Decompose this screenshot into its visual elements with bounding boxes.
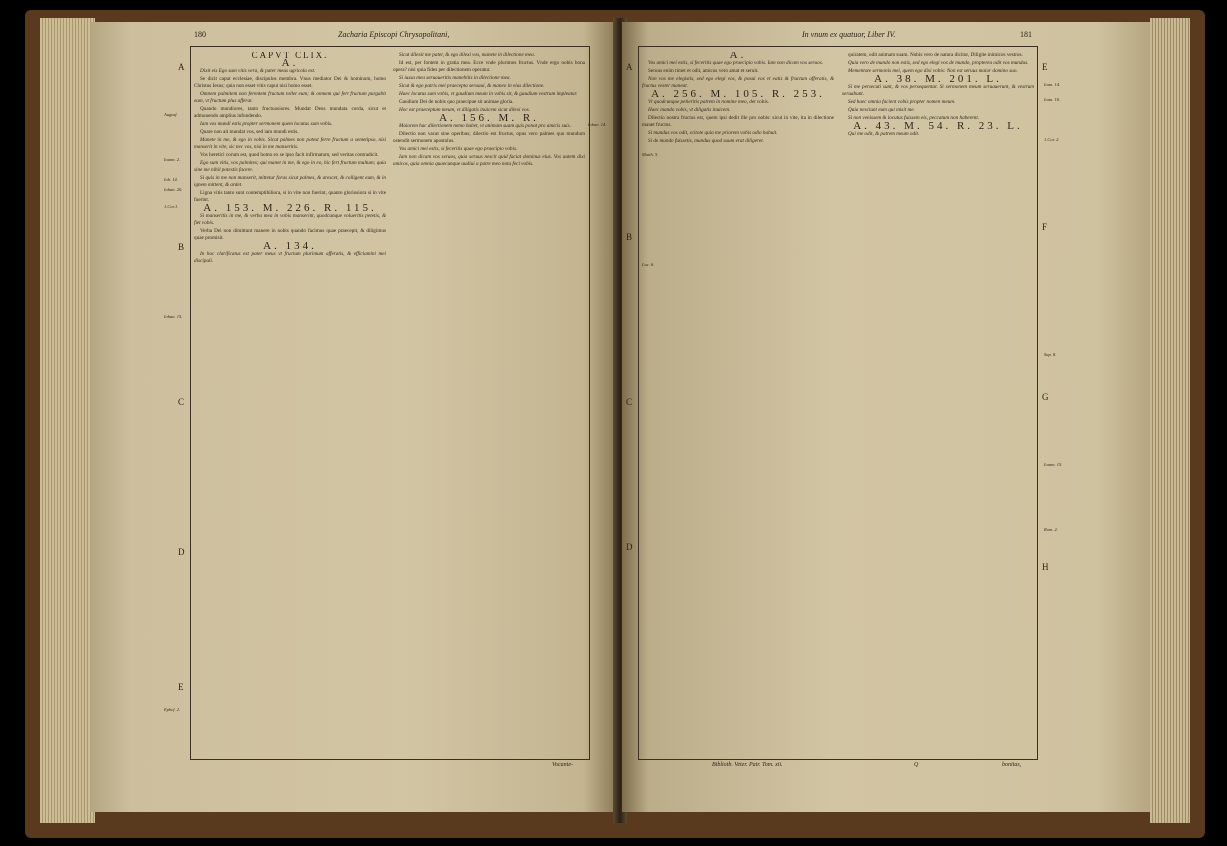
paragraph: Sed haec omnia facient vobis propter nomen meum. [848, 99, 956, 105]
paragraph: Maiorem hac dilectionem nemo habet, vt animam suam quis ponat pro amicis suis. [399, 123, 571, 129]
right-running-head: In vnum ex quatuor, Liber IV. [802, 30, 896, 39]
paragraph: Quare non ait mundat vos, sed iam mundi estis. [200, 129, 299, 135]
right-page [622, 22, 1150, 812]
paragraph: Haec mando vobis, vt diligatis inuicem. [648, 107, 731, 113]
paragraph: Si mundus vos odit, scitote quia me priorem vobis odio habuit. [648, 130, 778, 136]
right-page-number: 181 [1020, 30, 1032, 39]
margin-letter: H [1042, 562, 1049, 572]
left-column-2 [393, 52, 585, 752]
left-page-number: 180 [194, 30, 206, 39]
paragraph: Dixit eis Ego sum vitis vera, & pater meus agricola est. [200, 68, 316, 74]
right-column-1 [642, 52, 834, 752]
margin-note: Ioh. 14. [164, 177, 178, 182]
margin-note: Sap. 8. [1044, 352, 1057, 357]
margin-letter: C [178, 397, 185, 407]
margin-note: Matth. 5. [642, 152, 659, 157]
paragraph: Mementote sermonis mei, quem ego dixi vobis: Non est seruus maior domino suo. [848, 68, 1018, 74]
paragraph: Iam non dicam vos seruos, quia seruus nescit quid faciat dominus eius. Vos autem dixi amicos, quia omnia quaecunque audiui a patre meo nota feci vobis. [393, 154, 585, 167]
concordance-ref: A. 256. M. 105. R. 253. [651, 88, 825, 100]
margin-note: 1.Cor. 2. [1044, 137, 1060, 142]
margin-note: Ioann. 2. [164, 157, 181, 162]
right-page-edges [1150, 18, 1190, 823]
margin-letter: F [1042, 222, 1048, 232]
concordance-ref: A. 156. M. R. [439, 112, 539, 124]
concordance-ref: A. 43. M. 54. R. 23. L. [853, 120, 1023, 132]
margin-note: Ephef. 2. [164, 707, 181, 712]
margin-note: Augusf. [164, 112, 178, 117]
signature-mark: Q [914, 762, 919, 768]
catchword: Vocante- [552, 762, 573, 768]
paragraph: quiratem, odit animam suam. Nobis vero de natura dicitur, Diligite inimicos vestros. [848, 52, 1023, 58]
left-page-edges [40, 18, 95, 823]
margin-letter: B [626, 232, 633, 242]
margin-letter: E [1042, 62, 1048, 72]
paragraph: Si non venissem & locutus fuissem eis, peccatum non haberent. [848, 115, 980, 121]
paragraph: Dilectio nostra fructus est, quem ipsi dedit ille pro nobis: sicut in vite, ita in dilectione manet fructus. [642, 115, 834, 128]
paragraph: Sicut dilexit me pater, & ego dilexi vos, manete in dilectione mea. [399, 52, 535, 58]
concordance-ref: A. 153. M. 226. R. 115. [203, 202, 377, 214]
margin-note: Ioan. 14. [1044, 82, 1061, 87]
margin-note: Iohan. 15. [164, 314, 183, 319]
left-running-head: Zacharia Episcopi Chrysopolitani, [338, 30, 450, 39]
paragraph: Dilectio non vacat sine operibus; dilectio est fructus, opus vero palmes quo mundum ostendit sermonem apostolus. [393, 131, 585, 144]
paragraph: Si manseritis in me, & verba mea in vobis manserint, quodcunque volueritis petetis, & fiet vobis. [194, 213, 386, 226]
paragraph: Vos amici mei estis, si feceritis quae ego praecipio vobis. Iam non dicam vos seruos. [648, 60, 824, 66]
paragraph: Quia nesciunt eum qui misit me. [848, 107, 915, 113]
paragraph: Id est, per fontem in gratia mea. Ecce vnde plurimos fructus. Vnde ergo nobis bona opera? nisi quia fides per dilectionem operatur. [393, 60, 585, 73]
paragraph: Hoc est praeceptum meum, vt diligatis inuicem sicut dilexi vos. [399, 107, 530, 113]
section-signature: A. [281, 57, 299, 69]
paragraph: Si quis in me non manserit, mittetur foras sicut palmes, & arescet, & colligent eum, & in ignem mittent, & ardet. [194, 175, 386, 188]
margin-note: Luc. 6. [642, 262, 655, 267]
paragraph: Quia vero de mundo non estis, sed ego elegi vos de mundo, propterea odit vos mundus. [848, 60, 1029, 66]
paragraph: Seruus enim timet et odit, amicus vero amat et seruit. [648, 68, 759, 74]
paragraph: Ego sum vitis, vos palmites; qui manet in me, & ego in eo, hic fert fructum multum; quia sine me nihil potestis facere. [194, 160, 386, 173]
concordance-ref: A. 134. [263, 240, 317, 252]
paragraph: Vos amici mei estis, si feceritis quae ego praecipio vobis. [399, 146, 518, 152]
margin-note: Rom. 2. [1044, 527, 1058, 532]
paragraph: Gaudium Dei de nobis quo praecipue sit animae gloria. [399, 99, 514, 105]
paragraph: Se dicit caput ecclesiae, discipulos membra. Vnus mediator Dei & hominum, homo Christus Iesus; quia non esset vitis caput nisi homo esset. [194, 76, 386, 89]
paragraph: Haec locutus sum vobis, vt gaudium meum in vobis sit, & gaudium vestrum impleatur. [399, 91, 578, 97]
margin-letter: G [1042, 392, 1049, 402]
paragraph: Sicut & ego patris mei praecepta seruaui, & maneo in eius dilectione. [399, 83, 545, 89]
paragraph: Si iussa mea seruaueritis manebitis in dilectione mea. [399, 75, 511, 81]
paragraph: In hoc clarificatus est pater meus vt fructum plurimum afferatis, & efficiamini mei discipuli. [194, 251, 386, 264]
left-column-1 [194, 52, 386, 752]
paragraph: Manete in me, & ego in vobis. Sicut palmes non potest ferre fructum a semetipso, nisi manserit in vite, sic nec vos, nisi in me manseritis. [194, 137, 386, 150]
margin-note: Ioan. 16. [1044, 97, 1061, 102]
paragraph: Vt quodcunque petieritis patrem in nomine meo, det vobis. [648, 99, 770, 105]
paragraph: Verba Dei non dimittunt manere in nobis quando facimus quae praecepit, & diligimus quae promisit. [194, 228, 386, 241]
margin-note: 1.Cor.1. [164, 204, 179, 209]
paragraph: Vos heretici corum est, quod homo ex se ipso facit infirmatum, sed veritas contradicit. [200, 152, 379, 158]
margin-letter: D [626, 542, 633, 552]
section-signature: A. [729, 52, 747, 61]
footer-title: Bibliotb. Veter. Patr. Tom. xii. [712, 762, 783, 768]
margin-note: Iohan. 14. [588, 122, 607, 127]
chapter-title: CAPVT CLIX. [251, 52, 329, 60]
paragraph: Qui me odit, & patrem meum odit. [848, 131, 920, 137]
margin-letter: B [178, 242, 185, 252]
paragraph: Non vos me elegistis, sed ego elegi vos, & posui vos vt eatis & fructum afferatis, & fructus vester maneat. [642, 76, 834, 89]
margin-note: Ioann. 15. [1044, 462, 1063, 467]
left-page [90, 22, 615, 812]
margin-letter: D [178, 547, 185, 557]
catchword: bonitas, [1002, 762, 1022, 768]
concordance-ref: A. 38. M. 201. L. [874, 73, 1002, 85]
margin-letter: A [626, 62, 633, 72]
margin-note: Iohan. 20. [164, 187, 183, 192]
margin-letter: C [626, 397, 633, 407]
paragraph: Omnem palmitem non ferentem fructum tollet eum; & omnem qui fert fructum purgabit eum, vt fructum plus afferat. [194, 91, 386, 104]
right-column-2 [842, 52, 1034, 752]
paragraph: Iam vos mundi estis propter sermonem quem locutus sum vobis. [200, 121, 333, 127]
margin-letter: A [178, 62, 185, 72]
margin-letter: E [178, 682, 184, 692]
paragraph: Ligna vitis tanto sunt contemptibiliora, si in vite non fuerint, quanto gloriosiora si in vite fuerint. [194, 190, 386, 203]
paragraph: Si de mundo fuissetis, mundus quod suum erat diligeret. [648, 138, 764, 144]
paragraph: Si me persecuti sunt, & vos persequentur. Si sermonem meum seruauerunt, & vestrum seruabunt. [842, 84, 1034, 97]
paragraph: Quando mundiores, tanto fructuosiores. Mundat Deus mundata corda, sicut et admonendo amplius infundendo. [194, 106, 386, 119]
